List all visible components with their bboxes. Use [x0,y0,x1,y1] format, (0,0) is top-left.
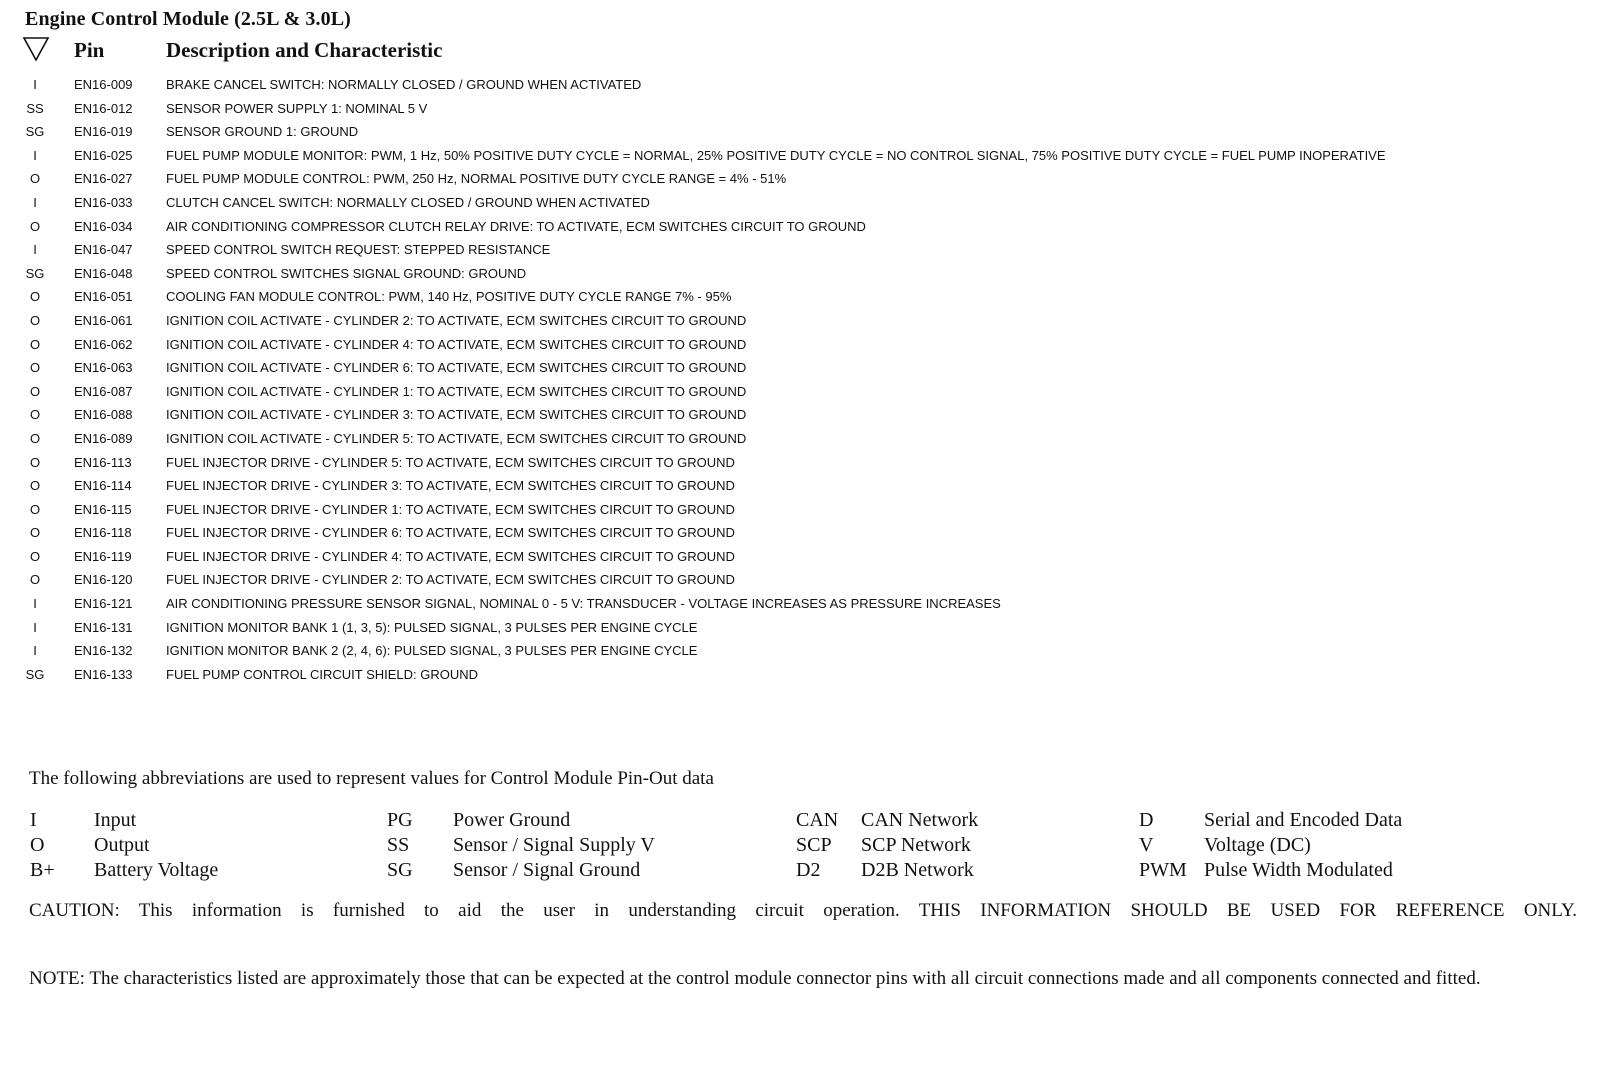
abbreviation-meaning: D2B Network [861,859,974,881]
pin-type: O [29,478,41,494]
abbreviation-meaning: Sensor / Signal Supply V [453,834,655,856]
pin-row [0,215,1600,239]
pin-row [0,545,1600,569]
pin-id: EN16-087 [74,383,133,399]
abbreviation-row [0,858,1600,883]
abbreviation-meaning: Voltage (DC) [1204,834,1311,856]
pin-id: EN16-051 [74,289,133,305]
pin-description: FUEL PUMP MODULE CONTROL: PWM, 250 Hz, NORMAL POSITIVE DUTY CYCLE RANGE = 4% - 51% [166,171,787,187]
pin-column-header: Pin [74,38,105,62]
down-triangle-icon [22,34,50,64]
pin-description: IGNITION COIL ACTIVATE - CYLINDER 1: TO ACTIVATE, ECM SWITCHES CIRCUIT TO GROUND [166,383,747,399]
abbreviations-table [0,808,1600,883]
pin-id: EN16-025 [74,147,133,163]
abbreviation-code: PG [387,809,413,831]
pin-row [0,474,1600,498]
pin-description: IGNITION COIL ACTIVATE - CYLINDER 6: TO ACTIVATE, ECM SWITCHES CIRCUIT TO GROUND [166,360,747,376]
abbreviations-intro: The following abbreviations are used to represent values for Control Module Pin-Out data [29,768,714,789]
pin-row [0,167,1600,191]
pin-id: EN16-063 [74,360,133,376]
pin-id: EN16-027 [74,171,133,187]
abbreviation-code: V [1139,834,1154,856]
pin-type: O [29,289,41,305]
abbreviation-meaning: Input [94,809,137,831]
pin-row [0,144,1600,168]
abbreviation-row [0,833,1600,858]
pin-row [0,238,1600,262]
pin-id: EN16-047 [74,242,133,258]
pin-row [0,285,1600,309]
pin-description: IGNITION MONITOR BANK 2 (2, 4, 6): PULSED SIGNAL, 3 PULSES PER ENGINE CYCLE [166,643,698,659]
pin-id: EN16-061 [74,312,133,328]
pin-type: O [29,525,41,541]
pin-type: SG [25,666,45,682]
pin-type: I [33,619,37,635]
pin-description: IGNITION COIL ACTIVATE - CYLINDER 3: TO ACTIVATE, ECM SWITCHES CIRCUIT TO GROUND [166,407,747,423]
pin-type: I [33,77,37,92]
abbreviation-code: D2 [796,859,821,881]
pin-id: EN16-132 [74,643,133,659]
pin-id: EN16-089 [74,430,133,446]
pin-type: O [29,312,41,328]
abbreviation-meaning: Power Ground [453,809,571,831]
pin-row [0,356,1600,380]
pin-row [0,97,1600,121]
pin-type: O [29,430,41,446]
note-text: NOTE: The characteristics listed are approximately those that can be expected at the control module connector pins with all circuit connections made and all components connected and fitted. [29,968,1481,989]
pin-id: EN16-012 [74,100,133,116]
pin-type: O [29,383,41,399]
pin-row [0,380,1600,404]
pin-type: SG [25,124,45,140]
pin-id: EN16-033 [74,194,133,210]
pin-description: FUEL INJECTOR DRIVE - CYLINDER 2: TO ACTIVATE, ECM SWITCHES CIRCUIT TO GROUND [166,572,735,588]
abbreviation-code: O [30,834,45,856]
pin-row [0,262,1600,286]
pin-type: O [29,501,41,517]
pin-description: FUEL INJECTOR DRIVE - CYLINDER 5: TO ACTIVATE, ECM SWITCHES CIRCUIT TO GROUND [166,454,735,470]
pin-description: IGNITION COIL ACTIVATE - CYLINDER 5: TO ACTIVATE, ECM SWITCHES CIRCUIT TO GROUND [166,430,747,446]
pin-description: FUEL INJECTOR DRIVE - CYLINDER 3: TO ACTIVATE, ECM SWITCHES CIRCUIT TO GROUND [166,478,735,494]
pin-description: AIR CONDITIONING COMPRESSOR CLUTCH RELAY DRIVE: TO ACTIVATE, ECM SWITCHES CIRCUIT TO GROUND [166,218,866,234]
abbreviation-code: D [1139,809,1154,831]
pin-row [0,498,1600,522]
pin-type: I [33,147,37,163]
pin-description: IGNITION COIL ACTIVATE - CYLINDER 2: TO ACTIVATE, ECM SWITCHES CIRCUIT TO GROUND [166,312,747,328]
pin-description: FUEL PUMP CONTROL CIRCUIT SHIELD: GROUND [166,666,479,682]
pin-row [0,616,1600,640]
pin-id: EN16-113 [74,454,132,470]
abbreviation-code: CAN [796,809,839,831]
pin-id: EN16-019 [74,124,133,140]
pin-type: I [33,643,37,659]
pin-id: EN16-009 [74,77,133,92]
description-column-header: Description and Characteristic [166,38,443,62]
pin-type: SS [26,100,44,116]
abbreviation-meaning: Pulse Width Modulated [1204,859,1393,881]
pin-type: O [29,548,41,564]
pin-description: CLUTCH CANCEL SWITCH: NORMALLY CLOSED / GROUND WHEN ACTIVATED [166,194,650,210]
abbreviation-code: B+ [30,859,55,881]
pin-row [0,568,1600,592]
pin-description: BRAKE CANCEL SWITCH: NORMALLY CLOSED / GROUND WHEN ACTIVATED [166,77,642,92]
abbreviation-meaning: Output [94,834,150,856]
pin-type: O [29,336,41,352]
pin-type: I [33,596,37,612]
pin-type: O [29,454,41,470]
pin-description: SPEED CONTROL SWITCHES SIGNAL GROUND: GROUND [166,265,527,281]
pin-description: SENSOR GROUND 1: GROUND [166,124,359,140]
pin-type: I [33,194,37,210]
abbreviation-code: SCP [796,834,832,856]
pin-id: EN16-131 [74,619,133,635]
pin-description: FUEL INJECTOR DRIVE - CYLINDER 6: TO ACTIVATE, ECM SWITCHES CIRCUIT TO GROUND [166,525,735,541]
pin-description: COOLING FAN MODULE CONTROL: PWM, 140 Hz, POSITIVE DUTY CYCLE RANGE 7% - 95% [166,289,732,305]
pin-description: IGNITION MONITOR BANK 1 (1, 3, 5): PULSED SIGNAL, 3 PULSES PER ENGINE CYCLE [166,619,698,635]
pin-row [0,73,1600,97]
pin-row [0,663,1600,687]
caution-text: CAUTION: This information is furnished to aid the user in understanding circuit operation. THIS INFORMATION SHOULD BE USED FOR REFERENCE ONLY. [29,900,1577,921]
pin-table [0,73,1600,686]
abbreviation-meaning: Battery Voltage [94,859,219,881]
pin-id: EN16-048 [74,265,133,281]
pin-description: SPEED CONTROL SWITCH REQUEST: STEPPED RESISTANCE [166,242,551,258]
pin-description: SENSOR POWER SUPPLY 1: NOMINAL 5 V [166,100,428,116]
pin-description: IGNITION COIL ACTIVATE - CYLINDER 4: TO ACTIVATE, ECM SWITCHES CIRCUIT TO GROUND [166,336,747,352]
pin-row [0,427,1600,451]
pin-description: AIR CONDITIONING PRESSURE SENSOR SIGNAL, NOMINAL 0 - 5 V: TRANSDUCER - VOLTAGE INCREASES AS PRESSURE INCREASES [166,596,1001,612]
pin-description: FUEL INJECTOR DRIVE - CYLINDER 1: TO ACTIVATE, ECM SWITCHES CIRCUIT TO GROUND [166,501,735,517]
pin-id: EN16-121 [74,596,133,612]
pin-row [0,191,1600,215]
abbreviation-code: SG [387,859,413,881]
abbreviation-code: SS [387,834,410,856]
pin-row [0,639,1600,663]
pin-type: O [29,407,41,423]
pin-id: EN16-133 [74,666,133,682]
pin-type: I [33,242,37,258]
abbreviation-row [0,808,1600,833]
pin-id: EN16-114 [74,478,132,494]
pin-type: O [29,218,41,234]
pin-description: FUEL INJECTOR DRIVE - CYLINDER 4: TO ACTIVATE, ECM SWITCHES CIRCUIT TO GROUND [166,548,735,564]
abbreviation-meaning: SCP Network [861,834,971,856]
pin-row [0,451,1600,475]
abbreviation-meaning: Sensor / Signal Ground [453,859,641,881]
abbreviation-code: PWM [1139,859,1187,881]
pin-id: EN16-119 [74,548,132,564]
pin-row [0,403,1600,427]
pin-row [0,309,1600,333]
pin-id: EN16-088 [74,407,133,423]
pin-id: EN16-120 [74,572,133,588]
pin-row [0,592,1600,616]
page-title: Engine Control Module (2.5L & 3.0L) [25,8,351,30]
pin-id: EN16-118 [74,525,132,541]
pin-type: O [29,360,41,376]
pin-id: EN16-115 [74,501,132,517]
pin-description: FUEL PUMP MODULE MONITOR: PWM, 1 Hz, 50% POSITIVE DUTY CYCLE = NORMAL, 25% POSITIVE DUTY CYCLE = NO CONTROL SIGNAL, 75% POSITIVE DUTY CYCLE = FUEL PUMP INOPERATIVE [166,147,1386,163]
pin-row [0,333,1600,357]
abbreviation-meaning: CAN Network [861,809,979,831]
pin-type: O [29,572,41,588]
pin-id: EN16-062 [74,336,133,352]
pin-row [0,521,1600,545]
pin-row [0,120,1600,144]
pin-id: EN16-034 [74,218,133,234]
abbreviation-meaning: Serial and Encoded Data [1204,809,1403,831]
abbreviation-code: I [30,809,37,831]
pin-type: SG [25,265,45,281]
pin-type: O [29,171,41,187]
